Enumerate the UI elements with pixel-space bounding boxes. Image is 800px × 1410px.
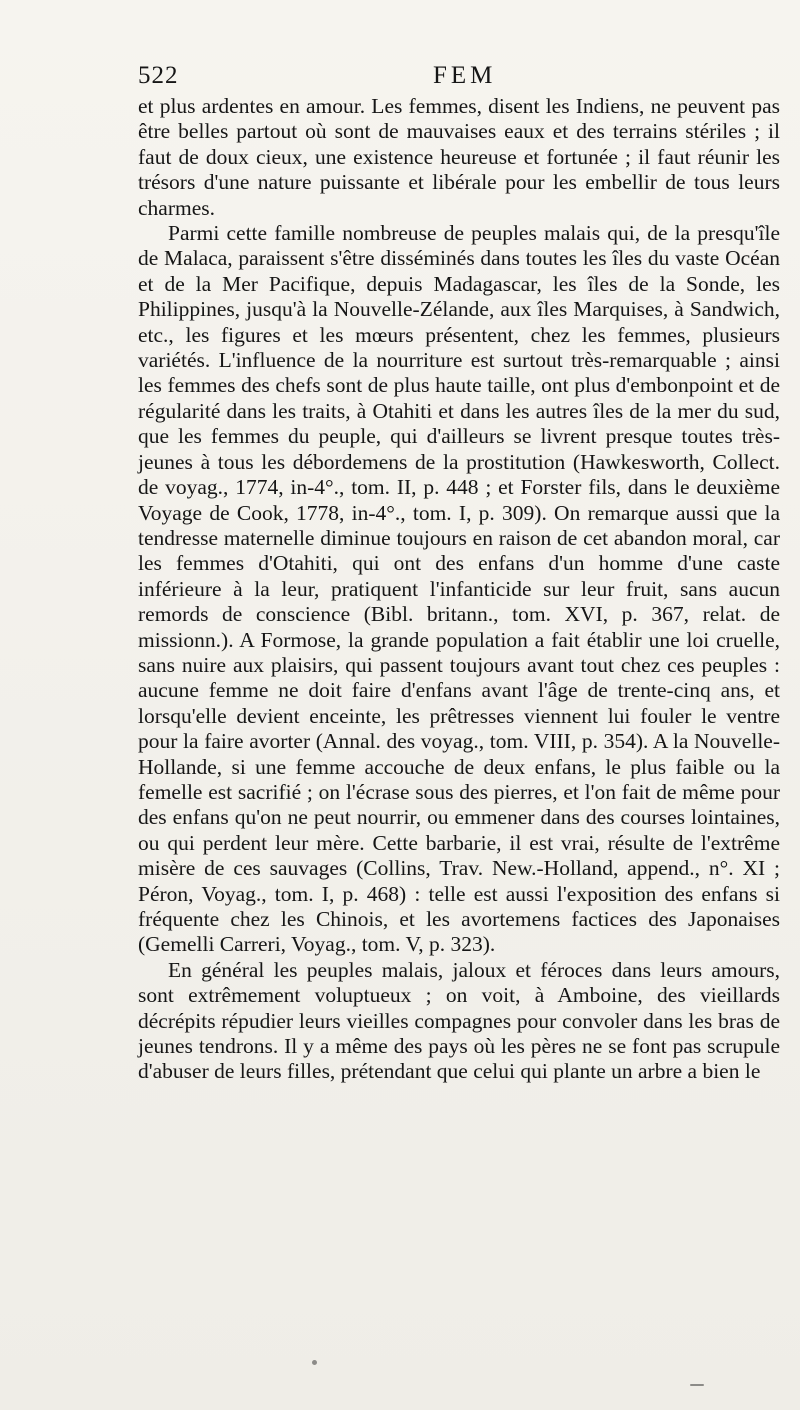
page-number: 522 [138,62,179,89]
body-text [138,94,780,1085]
ink-speck [312,1360,317,1365]
paragraph-3: En général les peuples malais, jaloux et féroces dans leurs amours, sont extrêmement voluptueux ; on voit, à Amboine, des vieillards décrépits répudier leurs vieilles compagnes pour convoler dans les bras de jeunes tendrons. Il y a même des pays où les pères ne se font pas scrupule d'abuser de leurs filles, prétendant que celui qui plante un arbre a bien le [138,957,780,1084]
running-head: FEM [433,62,497,89]
paragraph-1: et plus ardentes en amour. Les femmes, disent les Indiens, ne peuvent pas être belles partout où sont de mauvaises eaux et des terrains stériles ; il faut de doux cieux, une existence heureuse et fortunée ; il faut réunir les trésors d'une nature puissante et libérale pour les embellir de tous leurs charmes. [138,94,780,220]
paragraph-2: Parmi cette famille nombreuse de peuples malais qui, de la presqu'île de Malaca, paraissent s'être disséminés dans toutes les îles du vaste Océan et de la Mer Pacifique, depuis Madagascar, les îles de la Sonde, les Philippines, jusqu'à la Nouvelle-Zélande, aux îles Marquises, à Sandwich, etc., les figures et les mœurs présentent, chez les femmes, plusieurs variétés. L'influence de la nourriture est surtout très-remarquable ; ainsi les femmes des chefs sont de plus haute taille, ont plus d'embonpoint et de régularité dans les traits, à Otahiti et dans les autres îles de la mer du sud, que les femmes du peuple, qui d'ailleurs se livrent presque toutes très-jeunes à tous les débordemens de la prostitution (Hawkesworth, Collect. de voyag., 1774, in-4°., tom. II, p. 448 ; et Forster fils, dans le deuxième Voyage de Cook, 1778, in-4°., tom. I, p. 309). On remarque aussi que la tendresse maternelle diminue toujours en raison de cet abandon moral, car les femmes d'Otahiti, qui ont des enfans d'un homme d'une caste inférieure à la leur, pratiquent l'infanticide sur leur fruit, sans aucun remords de conscience (Bibl. britann., tom. XVI, p. 367, relat. de missionn.). A Formose, la grande population a fait établir une loi cruelle, sans nuire aux plaisirs, qui passent toujours avant tout chez ces peuples : aucune femme ne doit faire d'enfans avant l'âge de trente-cinq ans, et lorsqu'elle devient enceinte, les prêtresses viennent lui fouler le ventre pour la faire avorter (Annal. des voyag., tom. VIII, p. 354). A la Nouvelle-Hollande, si une femme accouche de deux enfans, le plus faible ou la femelle est sacrifié ; on l'écrase sous des pierres, et l'on fait de même pour des enfans qu'on ne peut nourrir, ou emmener dans des courses lointaines, ou qui perdent leur mère. Cette barbarie, il est vrai, résulte de l'extrême misère de ces sauvages (Collins, Trav. New.-Holland, append., n°. XI ; Péron, Voyag., tom. I, p. 468) : telle est aussi l'exposition des enfans si fréquente chez les Chinois, et les avortemens factices des Japonaises (Gemelli Carreri, Voyag., tom. V, p. 323). [138,221,780,957]
ink-speck [690,1384,704,1386]
page-header [138,58,778,92]
